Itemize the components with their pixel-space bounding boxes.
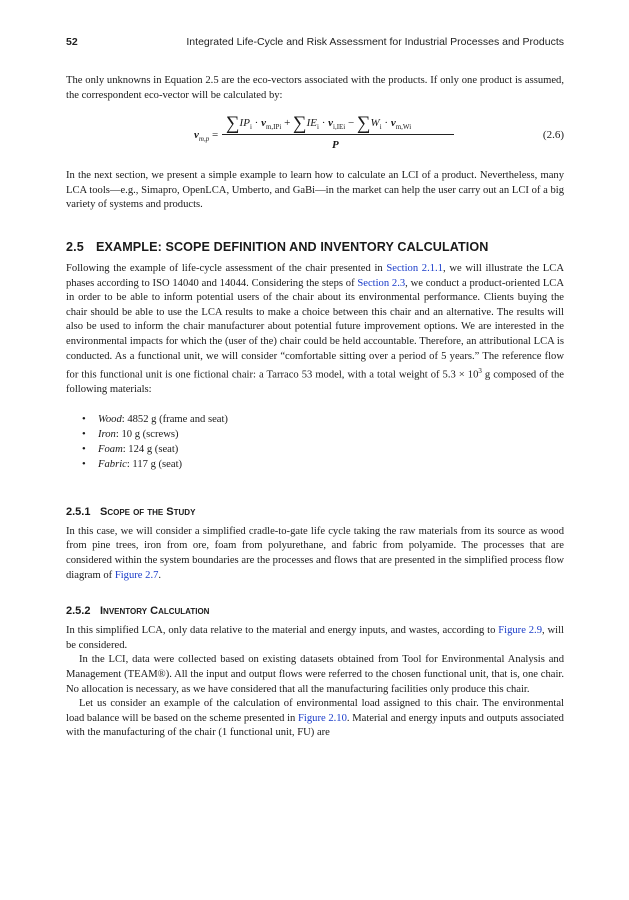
equation-lhs: $v_{m,p}$ = bbox=[194, 129, 219, 144]
list-item: • Wood: 4852 g (frame and seat) bbox=[82, 412, 564, 427]
list-item: • Iron: 10 g (screws) bbox=[82, 427, 564, 442]
link-section-2-1-1[interactable]: Section 2.1.1 bbox=[386, 262, 443, 274]
section-2-5-2-paragraph-3: Let us consider an example of the calculation of environmental load assigned to this chair. The environmental load balance will be based on the scheme presented in Figure 2.10. Material and energy inputs and outputs associated with the manufacturing of the chair (1 functional unit, FU) are bbox=[66, 698, 564, 739]
running-head bbox=[66, 36, 564, 48]
section-2-5-2-paragraph-2: In the LCI, data were collected based on existing datasets obtained from Tool for Environmental Analysis and Management (TEAM®). All the input and output flows were referred to the chosen functional unit, that is, one chair. No allocation is necessary, as we have considered that all the manufacturing facilities only produce this chair. bbox=[66, 654, 564, 695]
materials-list bbox=[66, 412, 564, 472]
section-heading-2-5-2: 2.5.2 Inventory Calculation bbox=[66, 605, 210, 618]
equation-denominator: P bbox=[332, 139, 339, 152]
intro-paragraph: The only unknowns in Equation 2.5 are the eco-vectors associated with the products. If only one product is assumed, the correspondent eco-vector will be calculated by: bbox=[66, 75, 564, 101]
equation-2-6 bbox=[66, 107, 564, 167]
equation-numerator: $\sum IP_i \cdot v_{m,IPi} + \sum IE_i \cdot v_{i,IEi} - \sum W_i \cdot v_{m,Wi}$ bbox=[226, 113, 412, 135]
link-section-2-3[interactable]: Section 2.3 bbox=[357, 277, 406, 289]
link-figure-2-7[interactable]: Figure 2.7 bbox=[114, 569, 159, 581]
page bbox=[66, 36, 564, 741]
section-2-5-1-paragraph: In this case, we will consider a simplified cradle-to-gate life cycle taking the raw materials from its source as wood from pine trees, iron from ore, foam from polyurethane, and fabric from polyamide. The processes that are considered within the system boundaries are the processes and flows that are presented in the simplified process flow diagram of Figure 2.7. bbox=[66, 525, 564, 581]
section-heading-2-5-1: 2.5.1 Scope of the Study bbox=[66, 505, 196, 518]
section-2-5-2-paragraph-1: In this simplified LCA, only data relative to the material and energy inputs, and wastes, according to Figure 2.9, will be considered. bbox=[66, 625, 564, 651]
list-item: • Fabric: 117 g (seat) bbox=[82, 457, 564, 472]
section-heading-2-5: 2.5 EXAMPLE: SCOPE DEFINITION AND INVENTORY CALCULATION bbox=[66, 239, 489, 254]
link-figure-2-10[interactable]: Figure 2.10 bbox=[298, 712, 347, 724]
lca-tools-paragraph: In the next section, we present a simple example to learn how to calculate an LCI of a product. Nevertheless, many LCA tools—e.g., Simapro, OpenLCA, Umberto, and GaBi—in the market can help the user carry out an LCI of a big variety of systems and products. bbox=[66, 170, 564, 211]
link-figure-2-9[interactable]: Figure 2.9 bbox=[498, 625, 543, 637]
list-item: • Foam: 124 g (seat) bbox=[82, 442, 564, 457]
fraction-bar bbox=[222, 134, 454, 135]
running-title: Integrated Life-Cycle and Risk Assessment for Industrial Processes and Products bbox=[186, 36, 564, 48]
equation-number: (2.6) bbox=[542, 129, 564, 142]
page-number: 52 bbox=[66, 36, 78, 48]
section-2-5-paragraph: Following the example of life-cycle assessment of the chair presented in Section 2.1.1, we will illustrate the LCA phases according to ISO 14040 and 14044. Considering the steps of Section 2.3, we conduct a product-oriented LCA in order to be able to inform potential users of the chair about its environmental performance. Clients buying the chair should be able to use the LCA results to make a choice between this chair and an alternative. The results will also be used to inform the chair manufacturer about potential future improvement options. We are interested in the environmental impacts for which the (user of the) chair could be held accountable. Therefore, an attributional LCA is conducted. As a functional unit, we will consider “comfortable sitting over a period of 5 years.” The reference flow for this functional unit is one fictional chair: a Tarraco 53 model, with a total weight of $5.3 \times 10^3$ g composed of the following materials: bbox=[66, 262, 565, 396]
